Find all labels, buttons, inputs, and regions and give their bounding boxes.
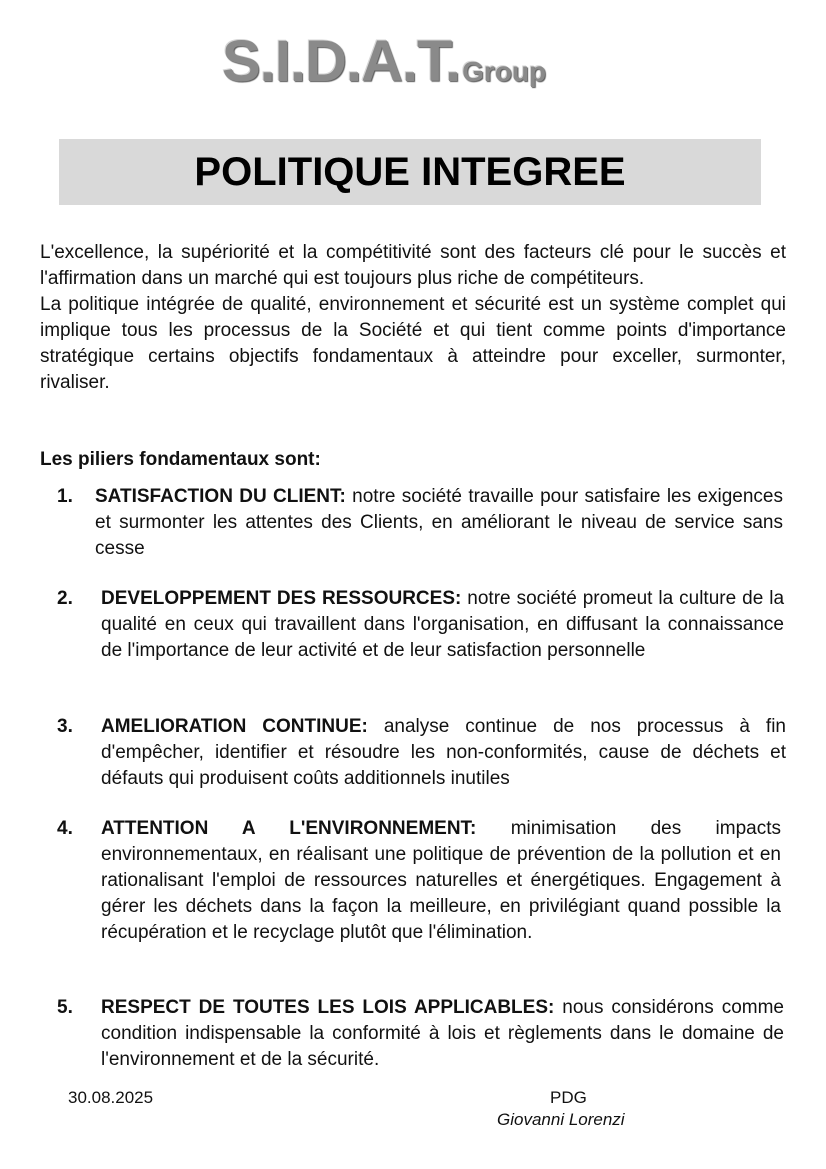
pillar-text: minimisation des impacts environnementaux, en réalisant une politique de prévention de la pollution et en rationalisant l'emploi de ressources naturelles et énergétiques. Engagement à gérer les déchets dans la façon la meilleure, en privilégiant quand possible la récupération et le recyclage plutôt que l'élimination. <box>101 818 781 943</box>
pillar-text: notre société promeut la culture de la qualité en ceux qui travaillent dans l'organisation, en diffusant la connaissance de l'importance de leur activité et de leur satisfaction personnelle <box>101 588 785 661</box>
pillar-item <box>57 995 784 1073</box>
pillars-heading: Les piliers fondamentaux sont: <box>40 449 321 470</box>
pillar-number: 5. <box>57 997 73 1018</box>
intro-paragraph-2: La politique intégrée de qualité, environnement et sécurité est un système complet qui implique tous les processus de la Société et qui tient comme points d'importance stratégique certains objectifs fondamentaux à atteindre pour exceller, surmonter, rivaliser. <box>40 294 786 393</box>
pillar-text: notre société travaille pour satisfaire les exigences et surmonter les attentes des Clients, en améliorant le niveau de service sans cesse <box>95 486 783 559</box>
signatory-name: Giovanni Lorenzi <box>497 1110 625 1129</box>
pillar-text: nous considérons comme condition indispensable la conformité à lois et règlements dans le domaine de l'environnement et de la sécurité. <box>101 997 784 1070</box>
pillar-label: ATTENTION A L'ENVIRONNEMENT: <box>101 818 477 839</box>
pillar-label: AMELIORATION CONTINUE: <box>101 716 368 737</box>
pillar-label: SATISFACTION DU CLIENT: <box>95 486 346 507</box>
pillar-number: 2. <box>57 588 73 609</box>
pillar-item <box>57 484 783 562</box>
pillar-item <box>57 586 785 664</box>
intro-section <box>40 240 786 396</box>
intro-paragraph-1: L'excellence, la supériorité et la compétitivité sont des facteurs clé pour le succès et l'affirmation dans un marché qui est toujours plus riche de compétiteurs. <box>40 242 786 289</box>
signatory-role: PDG <box>550 1088 587 1107</box>
page-title: POLITIQUE INTEGREE <box>194 149 626 194</box>
pillar-label: DEVELOPPEMENT DES RESSOURCES: <box>101 588 462 609</box>
title-banner <box>59 139 761 205</box>
pillar-text: analyse continue de nos processus à fin d'empêcher, identifier et résoudre les non-conformités, cause de déchets et défauts qui produisent coûts additionnels inutiles <box>101 716 786 789</box>
company-logo <box>222 28 546 95</box>
pillar-number: 4. <box>57 818 73 839</box>
logo-main-text: S.I.D.A.T. <box>222 29 461 94</box>
pillar-number: 3. <box>57 716 73 737</box>
pillar-item <box>57 816 781 946</box>
logo-suffix-text: Group <box>462 56 547 87</box>
document-date: 30.08.2025 <box>68 1088 154 1107</box>
pillar-label: RESPECT DE TOUTES LES LOIS APPLICABLES: <box>101 997 555 1018</box>
pillar-number: 1. <box>57 486 73 507</box>
pillar-item <box>57 714 786 792</box>
